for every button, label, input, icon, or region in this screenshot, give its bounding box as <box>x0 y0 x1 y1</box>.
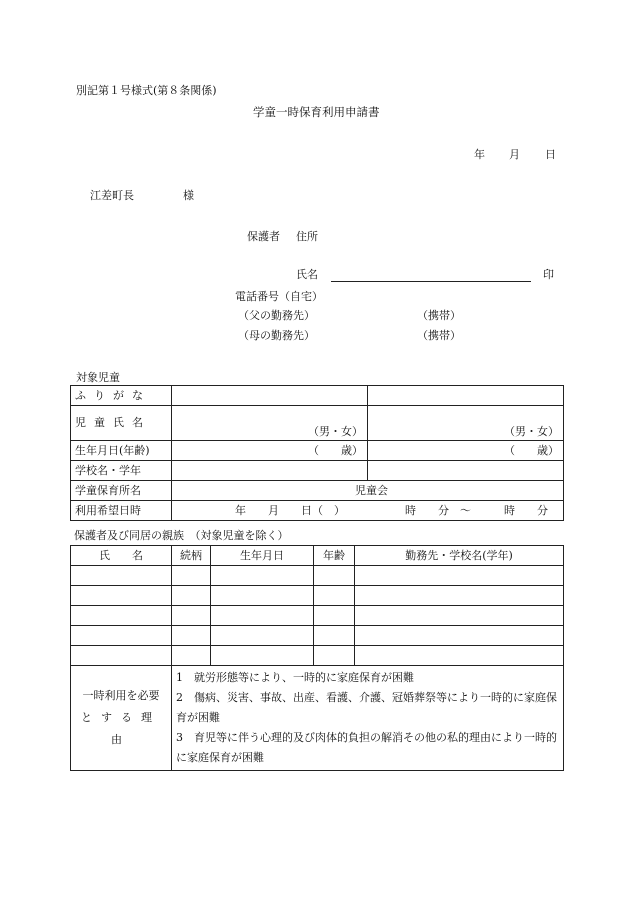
date-month: 月 <box>509 148 520 161</box>
family-header-row <box>71 546 564 566</box>
mother-work-label: （母の勤務先） <box>238 329 315 342</box>
father-mobile-label: （携帯） <box>417 309 461 322</box>
row-school <box>71 461 564 481</box>
phone-label: 電話番号（自宅） <box>235 290 323 303</box>
family-relation-cell[interactable] <box>172 586 211 606</box>
family-relation-cell[interactable] <box>172 626 211 646</box>
mother-mobile-label: （携帯） <box>417 329 461 342</box>
birth-cell-1[interactable] <box>172 441 368 461</box>
age-1: （ 歳） <box>308 443 363 457</box>
birth-label: 生年月日(年齢) <box>71 441 172 461</box>
facility-suffix: 児童会 <box>355 483 388 497</box>
child-name-cell-1[interactable] <box>172 406 368 441</box>
family-relation-cell[interactable] <box>172 606 211 626</box>
family-work-cell[interactable] <box>355 586 564 606</box>
family-birth-cell[interactable] <box>211 646 314 666</box>
family-work-cell[interactable] <box>355 606 564 626</box>
children-table-caption: 対象児童 <box>76 371 120 384</box>
row-schedule <box>71 501 564 521</box>
family-name-cell[interactable] <box>71 606 172 626</box>
family-work-cell[interactable] <box>355 626 564 646</box>
birth-cell-2[interactable] <box>368 441 564 461</box>
guardian-label: 保護者 <box>247 230 280 243</box>
family-row <box>71 566 564 586</box>
family-row <box>71 606 564 626</box>
row-furigana <box>71 386 564 406</box>
family-birth-cell[interactable] <box>211 566 314 586</box>
age-2: （ 歳） <box>504 443 559 457</box>
sex-select-1[interactable]: （男・女） <box>308 424 363 438</box>
family-name-cell[interactable] <box>71 646 172 666</box>
reason-row <box>71 666 564 771</box>
child-name-cell-2[interactable] <box>368 406 564 441</box>
family-age-cell[interactable] <box>314 646 355 666</box>
reason-option-2[interactable]: 2 傷病、災害、事故、出産、看護、介護、冠婚葬祭等により一時的に家庭保育が困難 <box>176 691 557 724</box>
header-age: 年齢 <box>314 546 355 566</box>
family-relation-cell[interactable] <box>172 566 211 586</box>
facility-cell[interactable] <box>172 481 564 501</box>
date-day: 日 <box>545 148 556 161</box>
document-title: 学童一時保育利用申請書 <box>253 105 380 119</box>
row-child-name <box>71 406 564 441</box>
header-relation: 続柄 <box>172 546 211 566</box>
form-id: 別記第１号様式(第８条関係) <box>76 84 217 97</box>
reason-option-3[interactable]: 3 育児等に伴う心理的及び肉体的負担の解消その他の私的理由により一時的に家庭保育が困難 <box>176 731 557 764</box>
family-row <box>71 626 564 646</box>
address-label: 住所 <box>296 230 318 243</box>
family-row <box>71 586 564 606</box>
schedule-label: 利用希望日時 <box>71 501 172 521</box>
family-age-cell[interactable] <box>314 606 355 626</box>
facility-label: 学童保育所名 <box>71 481 172 501</box>
family-table-caption: 保護者及び同居の親族 （対象児童を除く） <box>74 529 289 542</box>
school-cell-1[interactable] <box>172 461 368 481</box>
family-relation-cell[interactable] <box>172 646 211 666</box>
addressee-honorific: 様 <box>183 189 194 202</box>
sex-select-2[interactable]: （男・女） <box>504 424 559 438</box>
family-age-cell[interactable] <box>314 566 355 586</box>
header-name: 氏 名 <box>71 546 172 566</box>
children-table <box>70 385 564 521</box>
family-name-cell[interactable] <box>71 586 172 606</box>
school-cell-2[interactable] <box>368 461 564 481</box>
family-table <box>70 545 564 771</box>
father-work-label: （父の勤務先） <box>238 309 315 322</box>
schedule-cell[interactable] <box>172 501 564 521</box>
family-name-cell[interactable] <box>71 626 172 646</box>
child-name-label: 児童氏名 <box>71 406 172 441</box>
schedule-date: 年 月 日（ ） <box>235 503 345 517</box>
family-work-cell[interactable] <box>355 646 564 666</box>
date-year: 年 <box>474 148 485 161</box>
family-birth-cell[interactable] <box>211 586 314 606</box>
header-workplace: 勤務先・学校名(学年) <box>355 546 564 566</box>
row-facility <box>71 481 564 501</box>
schedule-time: 時 分 ～ 時 分 <box>405 503 548 517</box>
furigana-label: ふりがな <box>71 386 172 406</box>
furigana-cell-1[interactable] <box>172 386 368 406</box>
header-birthdate: 生年月日 <box>211 546 314 566</box>
furigana-cell-2[interactable] <box>368 386 564 406</box>
reason-options[interactable] <box>172 666 564 771</box>
family-age-cell[interactable] <box>314 626 355 646</box>
family-birth-cell[interactable] <box>211 606 314 626</box>
row-birth <box>71 441 564 461</box>
family-row <box>71 646 564 666</box>
family-birth-cell[interactable] <box>211 626 314 646</box>
addressee-name: 江差町長 <box>90 189 134 202</box>
reason-option-1[interactable]: 1 就労形態等により、一時的に家庭保育が困難 <box>176 671 414 684</box>
family-age-cell[interactable] <box>314 586 355 606</box>
reason-label-line1: 一時利用を必要 <box>82 689 160 702</box>
reason-label-line2: とする理由 <box>81 711 161 746</box>
name-underline <box>331 281 531 282</box>
family-work-cell[interactable] <box>355 566 564 586</box>
reason-label <box>71 666 172 771</box>
seal-mark: 印 <box>543 268 554 281</box>
school-label: 学校名・学年 <box>71 461 172 481</box>
family-name-cell[interactable] <box>71 566 172 586</box>
name-label: 氏名 <box>296 268 318 281</box>
